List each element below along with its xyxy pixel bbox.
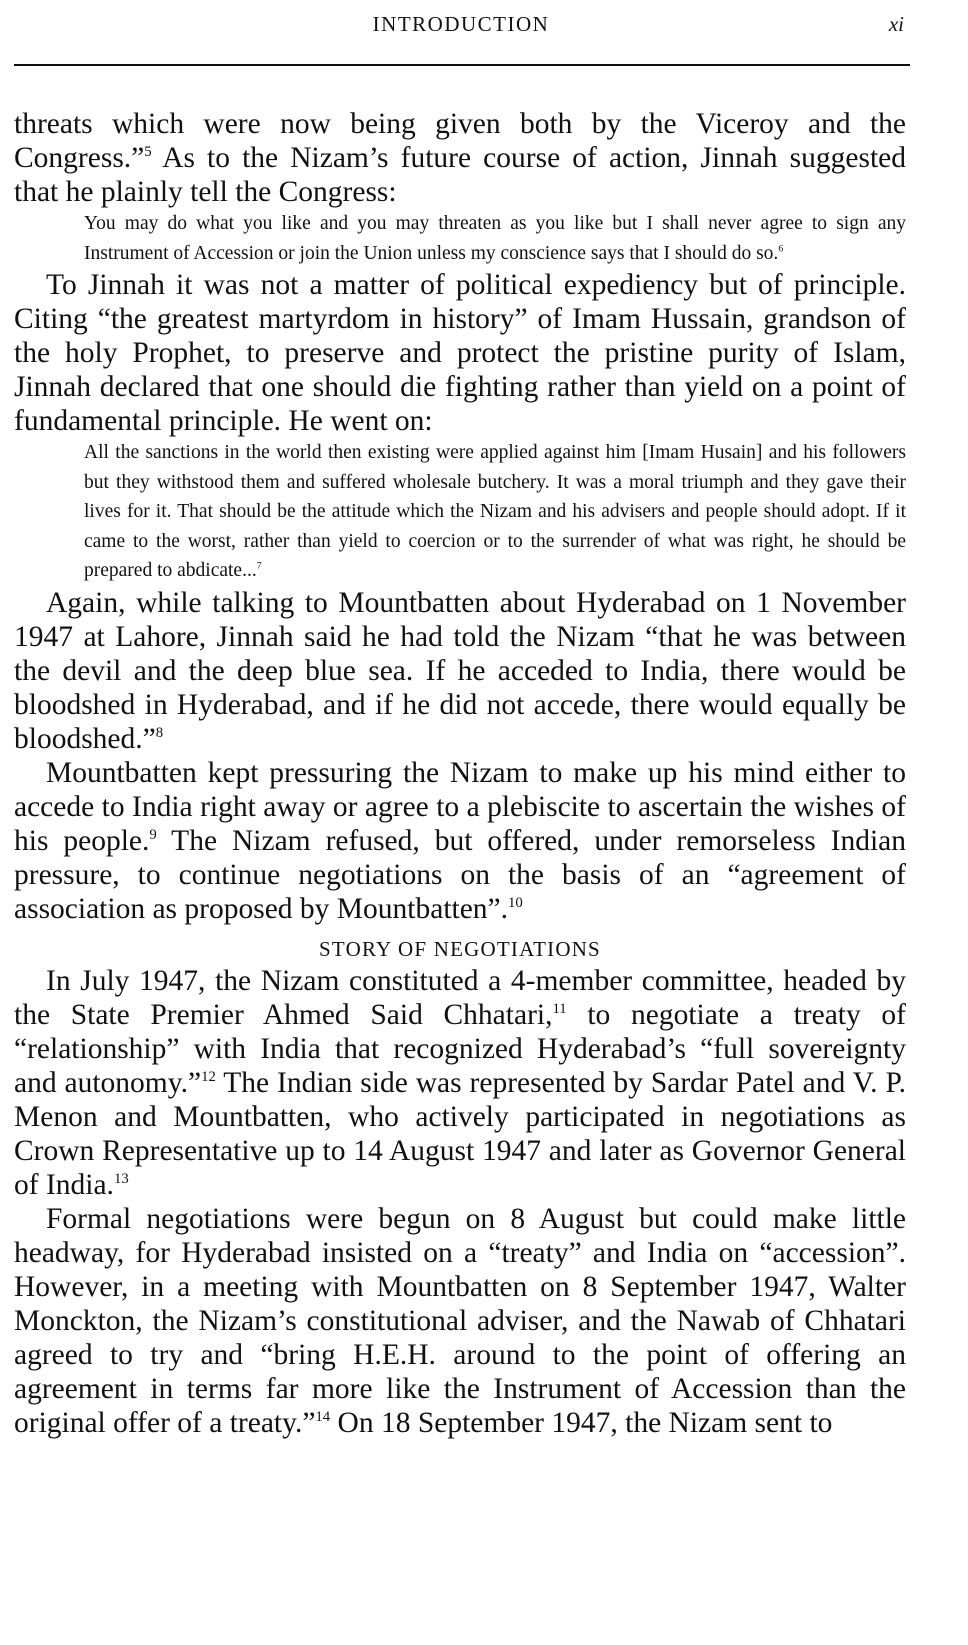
paragraph-5: In July 1947, the Nizam constituted a 4-member committee, headed by the State Premier Ahmed Said Chhatari,$^{11}$ to negotiate a treaty of “relationship” with India that recognized Hyderabad’s “full sovereignty and autonomy.”$^{12}$ The Indian side was represented by Sardar Patel and V. P. Menon and Mountbatten, who actively participated in negotiations as Crown Representative up to 14 August 1947 and later as Governor General of India.$^{13}$ — [14, 964, 906, 1201]
section-subheading: STORY OF NEGOTIATIONS — [319, 936, 601, 961]
footnote-ref: 10 — [508, 894, 523, 911]
running-header — [14, 12, 908, 42]
footnote-ref: 8 — [155, 724, 164, 741]
footnote-ref: 9 — [149, 826, 157, 843]
paragraph-2: To Jinnah it was not a matter of political expediency but of principle. Citing “the greatest martyrdom in history” of Imam Hussain, grandson of the holy Prophet, to preserve and protect the pristine purity of Islam, Jinnah declared that one should die fighting rather than yield on a point of fundamental principle. He went on: — [14, 269, 906, 437]
footnote-ref: 12 — [201, 1068, 216, 1085]
block-quote-1: You may do what you like and you may threaten as you like but I shall never agree to sign any Instrument of Accession or join the Union unless my conscience says that I should do so.$^6$ — [84, 213, 906, 264]
footnote-ref: 7 — [256, 560, 262, 572]
page-number: xi — [888, 12, 904, 36]
block-quote-2: All the sanctions in the world then existing were applied against him [Imam Husain] and his followers but they withstood them and suffered wholesale butchery. It was a moral triumph and they gave their lives for it. That should be the attitude which the Nizam and his advisers and people should adopt. If it came to the worst, rather than yield to coercion or to the surrender of what was right, he should be prepared to abdicate...$^7$ — [84, 442, 906, 581]
footnote-ref: 11 — [552, 1000, 567, 1017]
paragraph-3: Again, while talking to Mountbatten about Hyderabad on 1 November 1947 at Lahore, Jinnah said he had told the Nizam “that he was between the devil and the deep blue sea. If he acceded to India, there would be bloodshed in Hyderabad, and if he did not accede, there would equally be bloodshed.”$^8$ — [14, 586, 906, 755]
footnote-ref: 14 — [315, 1408, 331, 1425]
footnote-ref: 6 — [778, 243, 784, 254]
paragraph-1: threats which were now being given both by the Viceroy and the Congress.”$^5$ As to the Nizam’s future course of action, Jinnah suggested that he plainly tell the Congress: — [14, 108, 906, 208]
paragraph-4: Mountbatten kept pressuring the Nizam to make up his mind either to accede to India right away or agree to a plebiscite to ascertain the wishes of his people.$^9$ The Nizam refused, but offered, under remorseless Indian pressure, to continue negotiations on the basis of an “agreement of association as proposed by Mountbatten”.$^{10}$ — [14, 756, 907, 925]
footnote-ref: 5 — [144, 144, 152, 161]
header-rule — [14, 64, 910, 66]
body-text — [14, 107, 906, 1440]
paragraph-6: Formal negotiations were begun on 8 August but could make little headway, for Hyderabad insisted on a “treaty” and India on “accession”. However, in a meeting with Mountbatten on 8 September 1947, Walter Monckton, the Nizam’s constitutional adviser, and the Nawab of Chhatari agreed to try and “bring H.E.H. around to the point of offering an agreement in terms far more like the Instrument of Accession than the original offer of a treaty.”$^{14}$ On 18 September 1947, the Nizam sent to — [14, 1202, 906, 1439]
footnote-ref: 13 — [113, 1170, 129, 1187]
running-head-title: INTRODUCTION — [372, 12, 550, 36]
